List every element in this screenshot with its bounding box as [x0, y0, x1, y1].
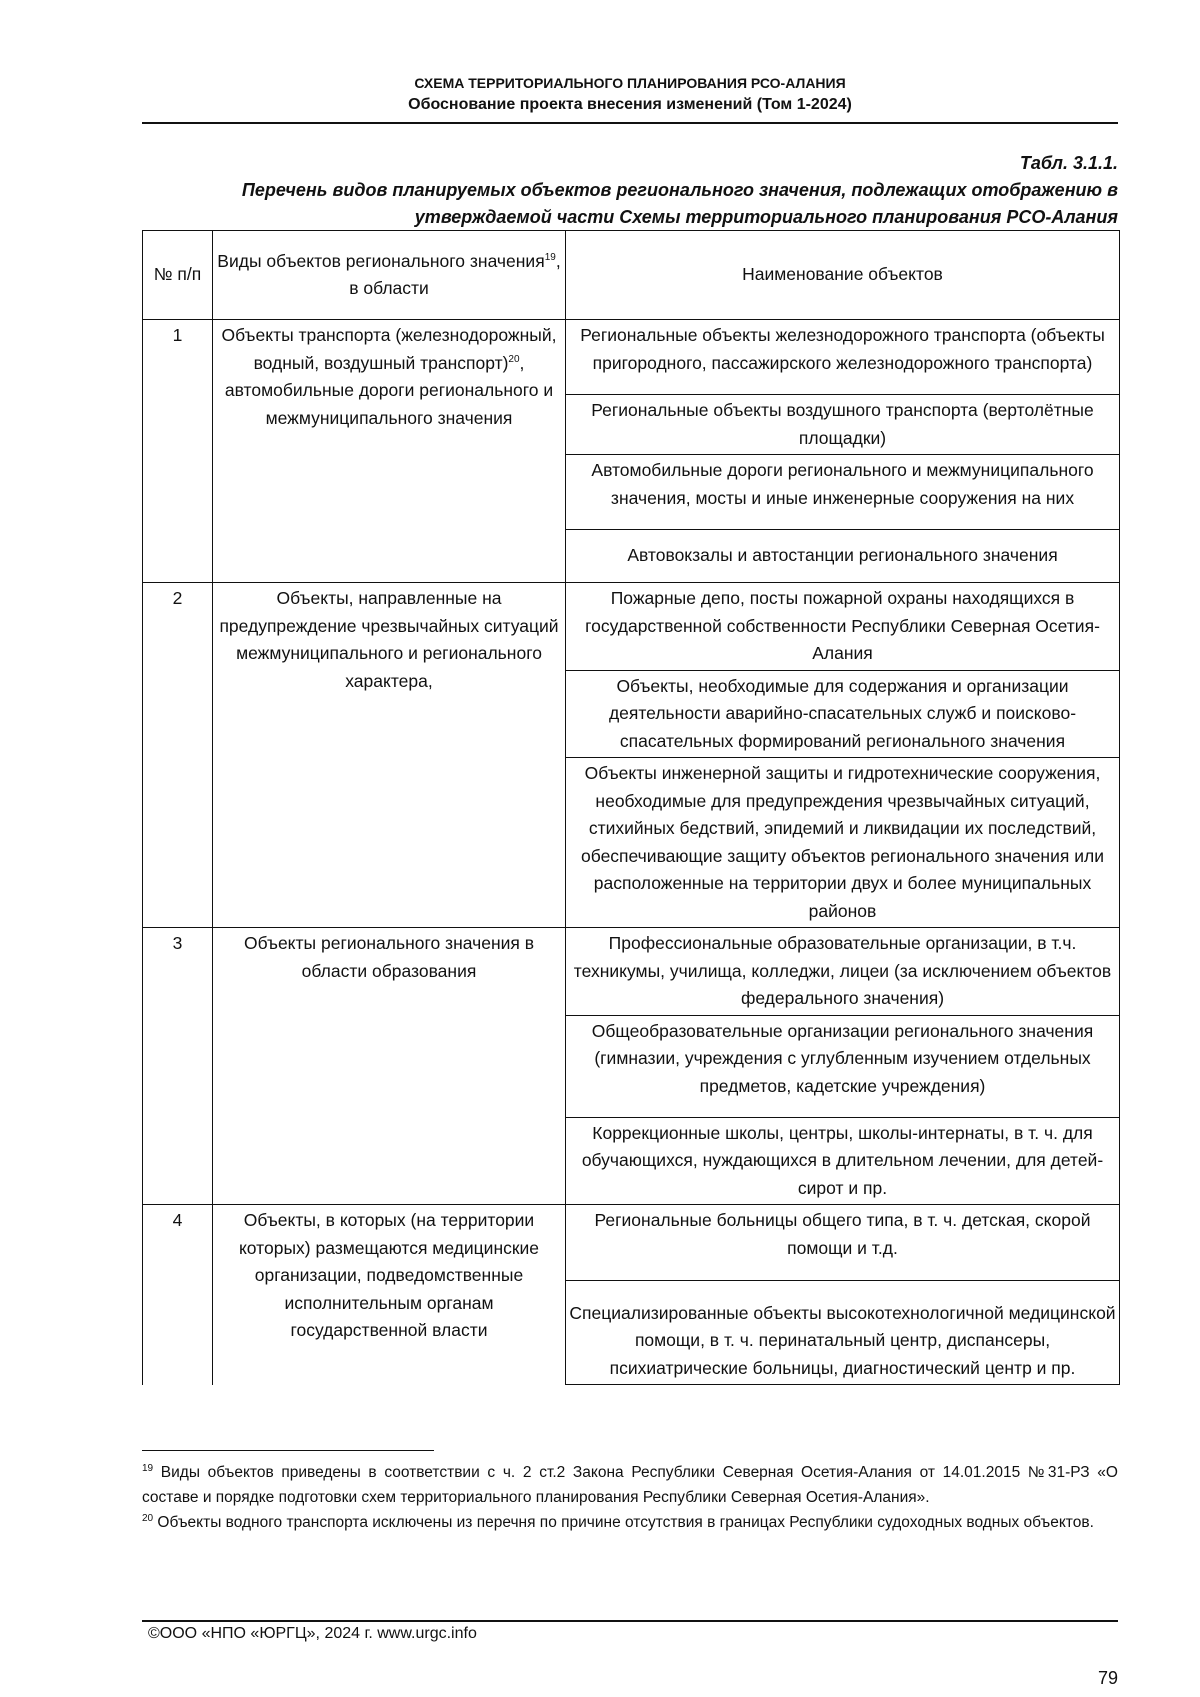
row-item: Региональные больницы общего типа, в т. ч. детская, скорой помощи и т.д. [566, 1205, 1120, 1281]
row-kind: Объекты, в которых (на территории которых) размещаются медицинские организации, подведомственные исполнительным органам государственной власти [213, 1205, 566, 1385]
row-kind: Объекты регионального значения в области образования [213, 928, 566, 1205]
objects-table [142, 230, 1120, 1385]
header-title: СХЕМА ТЕРРИТОРИАЛЬНОГО ПЛАНИРОВАНИЯ РСО-АЛАНИЯ [414, 75, 846, 91]
row-item: Пожарные депо, посты пожарной охраны находящихся в государственной собственности Республики Северная Осетия-Алания [566, 583, 1120, 671]
row-num: 1 [143, 320, 213, 583]
header-num: № п/п [143, 231, 213, 320]
table-title: Перечень видов планируемых объектов регионального значения, подлежащих отображению в утверждаемой части Схемы территориального планирования РСО-Алания [241, 180, 1118, 227]
row-item: Объекты инженерной защиты и гидротехнические сооружения, необходимые для предупреждения чрезвычайных ситуаций, стихийных бедствий, эпидемий и ликвидации их последствий, обеспечивающие защиту объектов регионального значения или расположенные на территории двух и более муниципальных районов [566, 758, 1120, 928]
footnotes [142, 1460, 1118, 1535]
footnote-ref: 19 [544, 251, 556, 263]
row-item: Специализированные объекты высокотехнологичной медицинской помощи, в т. ч. перинатальный центр, диспансеры, психиатрические больницы, диагностический центр и пр. [566, 1281, 1120, 1385]
table-caption [138, 150, 1118, 231]
footnote-divider [142, 1450, 434, 1451]
header-divider [142, 122, 1118, 124]
table-row [143, 320, 1120, 395]
page-header [142, 72, 1118, 116]
row-item: Автомобильные дороги регионального и межмуниципального значения, мосты и иные инженерные сооружения на них [566, 455, 1120, 530]
table-row [143, 583, 1120, 671]
table-header-row [143, 231, 1120, 320]
footer-divider [142, 1620, 1118, 1622]
header-name: Наименование объектов [566, 231, 1120, 320]
row-item: Автовокзалы и автостанции регионального значения [566, 530, 1120, 583]
footer-copyright: ©ООО «НПО «ЮРГЦ», 2024 г. www.urgc.info [148, 1625, 477, 1642]
row-kind: Объекты, направленные на предупреждение чрезвычайных ситуаций межмуниципального и регионального характера, [213, 583, 566, 928]
row-item: Региональные объекты железнодорожного транспорта (объекты пригородного, пассажирского железнодорожного транспорта) [566, 320, 1120, 395]
table-row [143, 928, 1120, 1016]
row-num: 3 [143, 928, 213, 1205]
footnote: $^{19}$ Виды объектов приведены в соответствии с ч. 2 ст.2 Закона Республики Северная Осетия-Алания от 14.01.2015 №31-РЗ «О составе и порядке подготовки схем территориального планирования Республики Северная Осетия-Алания». [142, 1462, 1118, 1506]
header-subtitle: Обоснование проекта внесения изменений (Том 1-2024) [408, 96, 852, 113]
row-item: Региональные объекты воздушного транспорта (вертолётные площадки) [566, 395, 1120, 455]
page-number: 79 [1097, 1668, 1118, 1688]
footnote-ref: 20 [508, 353, 520, 365]
row-num: 2 [143, 583, 213, 928]
row-kind: Объекты транспорта (железнодорожный, водный, воздушный транспорт)$^{20}$, автомобильные дороги регионального и межмуниципального значения [213, 320, 566, 583]
row-item: Коррекционные школы, центры, школы-интернаты, в т. ч. для обучающихся, нуждающихся в длительном лечении, для детей-сирот и пр. [566, 1117, 1120, 1205]
table-number: Табл. 3.1.1. [1019, 153, 1118, 173]
footnote: $^{20}$ Объекты водного транспорта исключены из перечня по причине отсутствия в границах Республики судоходных водных объектов. [142, 1512, 1094, 1531]
row-num: 4 [143, 1205, 213, 1385]
table-row [143, 1205, 1120, 1281]
header-kind: Виды объектов регионального значения$^{19}$, в области [213, 231, 566, 320]
row-item: Объекты, необходимые для содержания и организации деятельности аварийно-спасательных служб и поисково-спасательных формирований регионального значения [566, 670, 1120, 758]
row-item: Профессиональные образовательные организации, в т.ч. техникумы, училища, колледжи, лицеи (за исключением объектов федерального значения) [566, 928, 1120, 1016]
row-item: Общеобразовательные организации регионального значения (гимназии, учреждения с углубленным изучением отдельных предметов, кадетские учреждения) [566, 1015, 1120, 1117]
